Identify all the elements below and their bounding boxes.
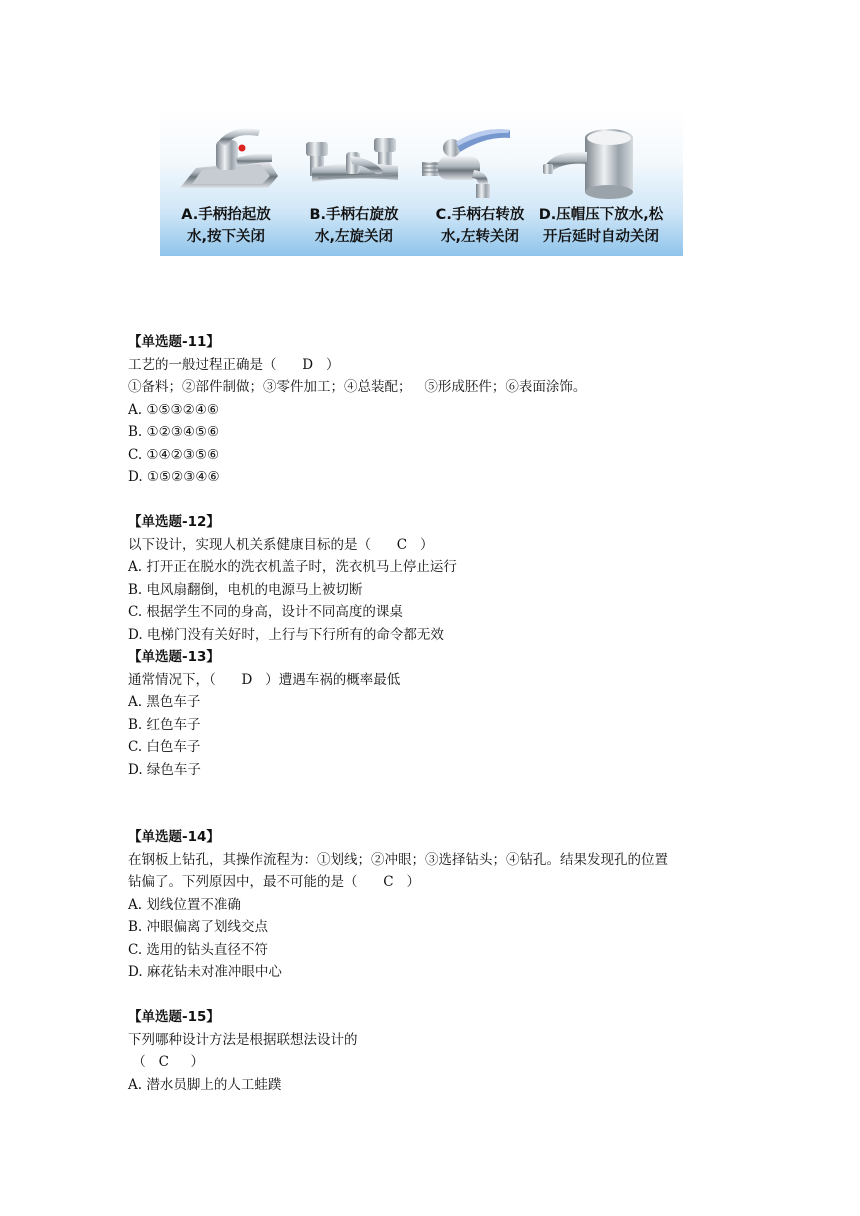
question-header: 【单选题-11】 bbox=[128, 334, 220, 350]
question-header: 【单选题-12】 bbox=[128, 514, 220, 530]
option-a: A. 黑色车子 bbox=[128, 694, 201, 710]
option-d: D. ①⑤②③④⑥ bbox=[128, 469, 220, 485]
option-d: D. 绿色车子 bbox=[128, 761, 201, 778]
option-b: B. 冲眼偏离了划线交点 bbox=[128, 919, 269, 935]
question-14 bbox=[128, 826, 748, 984]
lever-faucet-image bbox=[172, 118, 282, 202]
push-cap-faucet-image bbox=[535, 118, 645, 202]
question-stem: 工艺的一般过程正确是（ D ） bbox=[128, 356, 340, 373]
answer-blank: （ C ） bbox=[128, 1054, 204, 1070]
caption-d: D.压帽压下放水,松 开后延时自动关闭 bbox=[538, 207, 664, 245]
question-header: 【单选题-15】 bbox=[128, 1009, 220, 1025]
option-d: D. 电梯门没有关好时，上行与下行所有的命令都无效 bbox=[128, 626, 444, 643]
question-stem: ①备料；②部件制做；③零件加工；④总装配； ⑤形成胚件；⑥表面涂饰。 bbox=[128, 379, 587, 395]
wall-tap-image bbox=[416, 118, 516, 202]
option-d: D. 麻花钻未对准冲眼中心 bbox=[128, 964, 282, 980]
option-a: A. ①⑤③②④⑥ bbox=[128, 401, 219, 418]
caption-b: B.手柄右旋放 水,左旋关闭 bbox=[309, 207, 399, 245]
question-12 bbox=[128, 511, 748, 646]
question-stem: 下列哪种设计方法是根据联想法设计的 bbox=[128, 1031, 358, 1048]
option-c: C. 根据学生不同的身高，设计不同高度的课桌 bbox=[128, 604, 403, 620]
option-c: C. 白色车子 bbox=[128, 739, 201, 755]
option-c: C. 选用的钻头直径不符 bbox=[128, 941, 268, 958]
option-c: C. ①④②③⑤⑥ bbox=[128, 446, 220, 463]
option-b: B. 电风扇翻倒，电机的电源马上被切断 bbox=[128, 581, 363, 598]
question-stem: 在钢板上钻孔，其操作流程为：①划线；②冲眼；③选择钻头；④钻孔。结果发现孔的位置 bbox=[128, 851, 668, 868]
question-15 bbox=[128, 1006, 748, 1096]
option-b: B. 红色车子 bbox=[128, 716, 201, 733]
caption-a: A.手柄抬起放 水,按下关闭 bbox=[181, 207, 271, 245]
question-header: 【单选题-13】 bbox=[128, 649, 220, 665]
faucet-figure bbox=[160, 110, 683, 256]
question-header: 【单选题-14】 bbox=[128, 829, 220, 845]
question-stem: 以下设计，实现人机关系健康目标的是（ C ） bbox=[128, 536, 434, 553]
option-a: A. 划线位置不准确 bbox=[128, 896, 241, 913]
caption-c: C.手柄右转放 水,左转关闭 bbox=[435, 207, 525, 245]
question-13 bbox=[128, 646, 748, 781]
question-stem: 钻偏了。下列原因中，最不可能的是（ C ） bbox=[128, 874, 420, 890]
option-b: B. ①②③④⑤⑥ bbox=[128, 424, 220, 440]
question-stem: 通常情况下，（ D ）遭遇车祸的概率最低 bbox=[128, 671, 401, 688]
option-a: A. 潜水员脚上的人工蛙蹼 bbox=[128, 1076, 282, 1093]
dual-knob-faucet-image bbox=[298, 118, 410, 202]
question-11 bbox=[128, 331, 748, 489]
option-a: A. 打开正在脱水的洗衣机盖子时，洗衣机马上停止运行 bbox=[128, 559, 457, 575]
